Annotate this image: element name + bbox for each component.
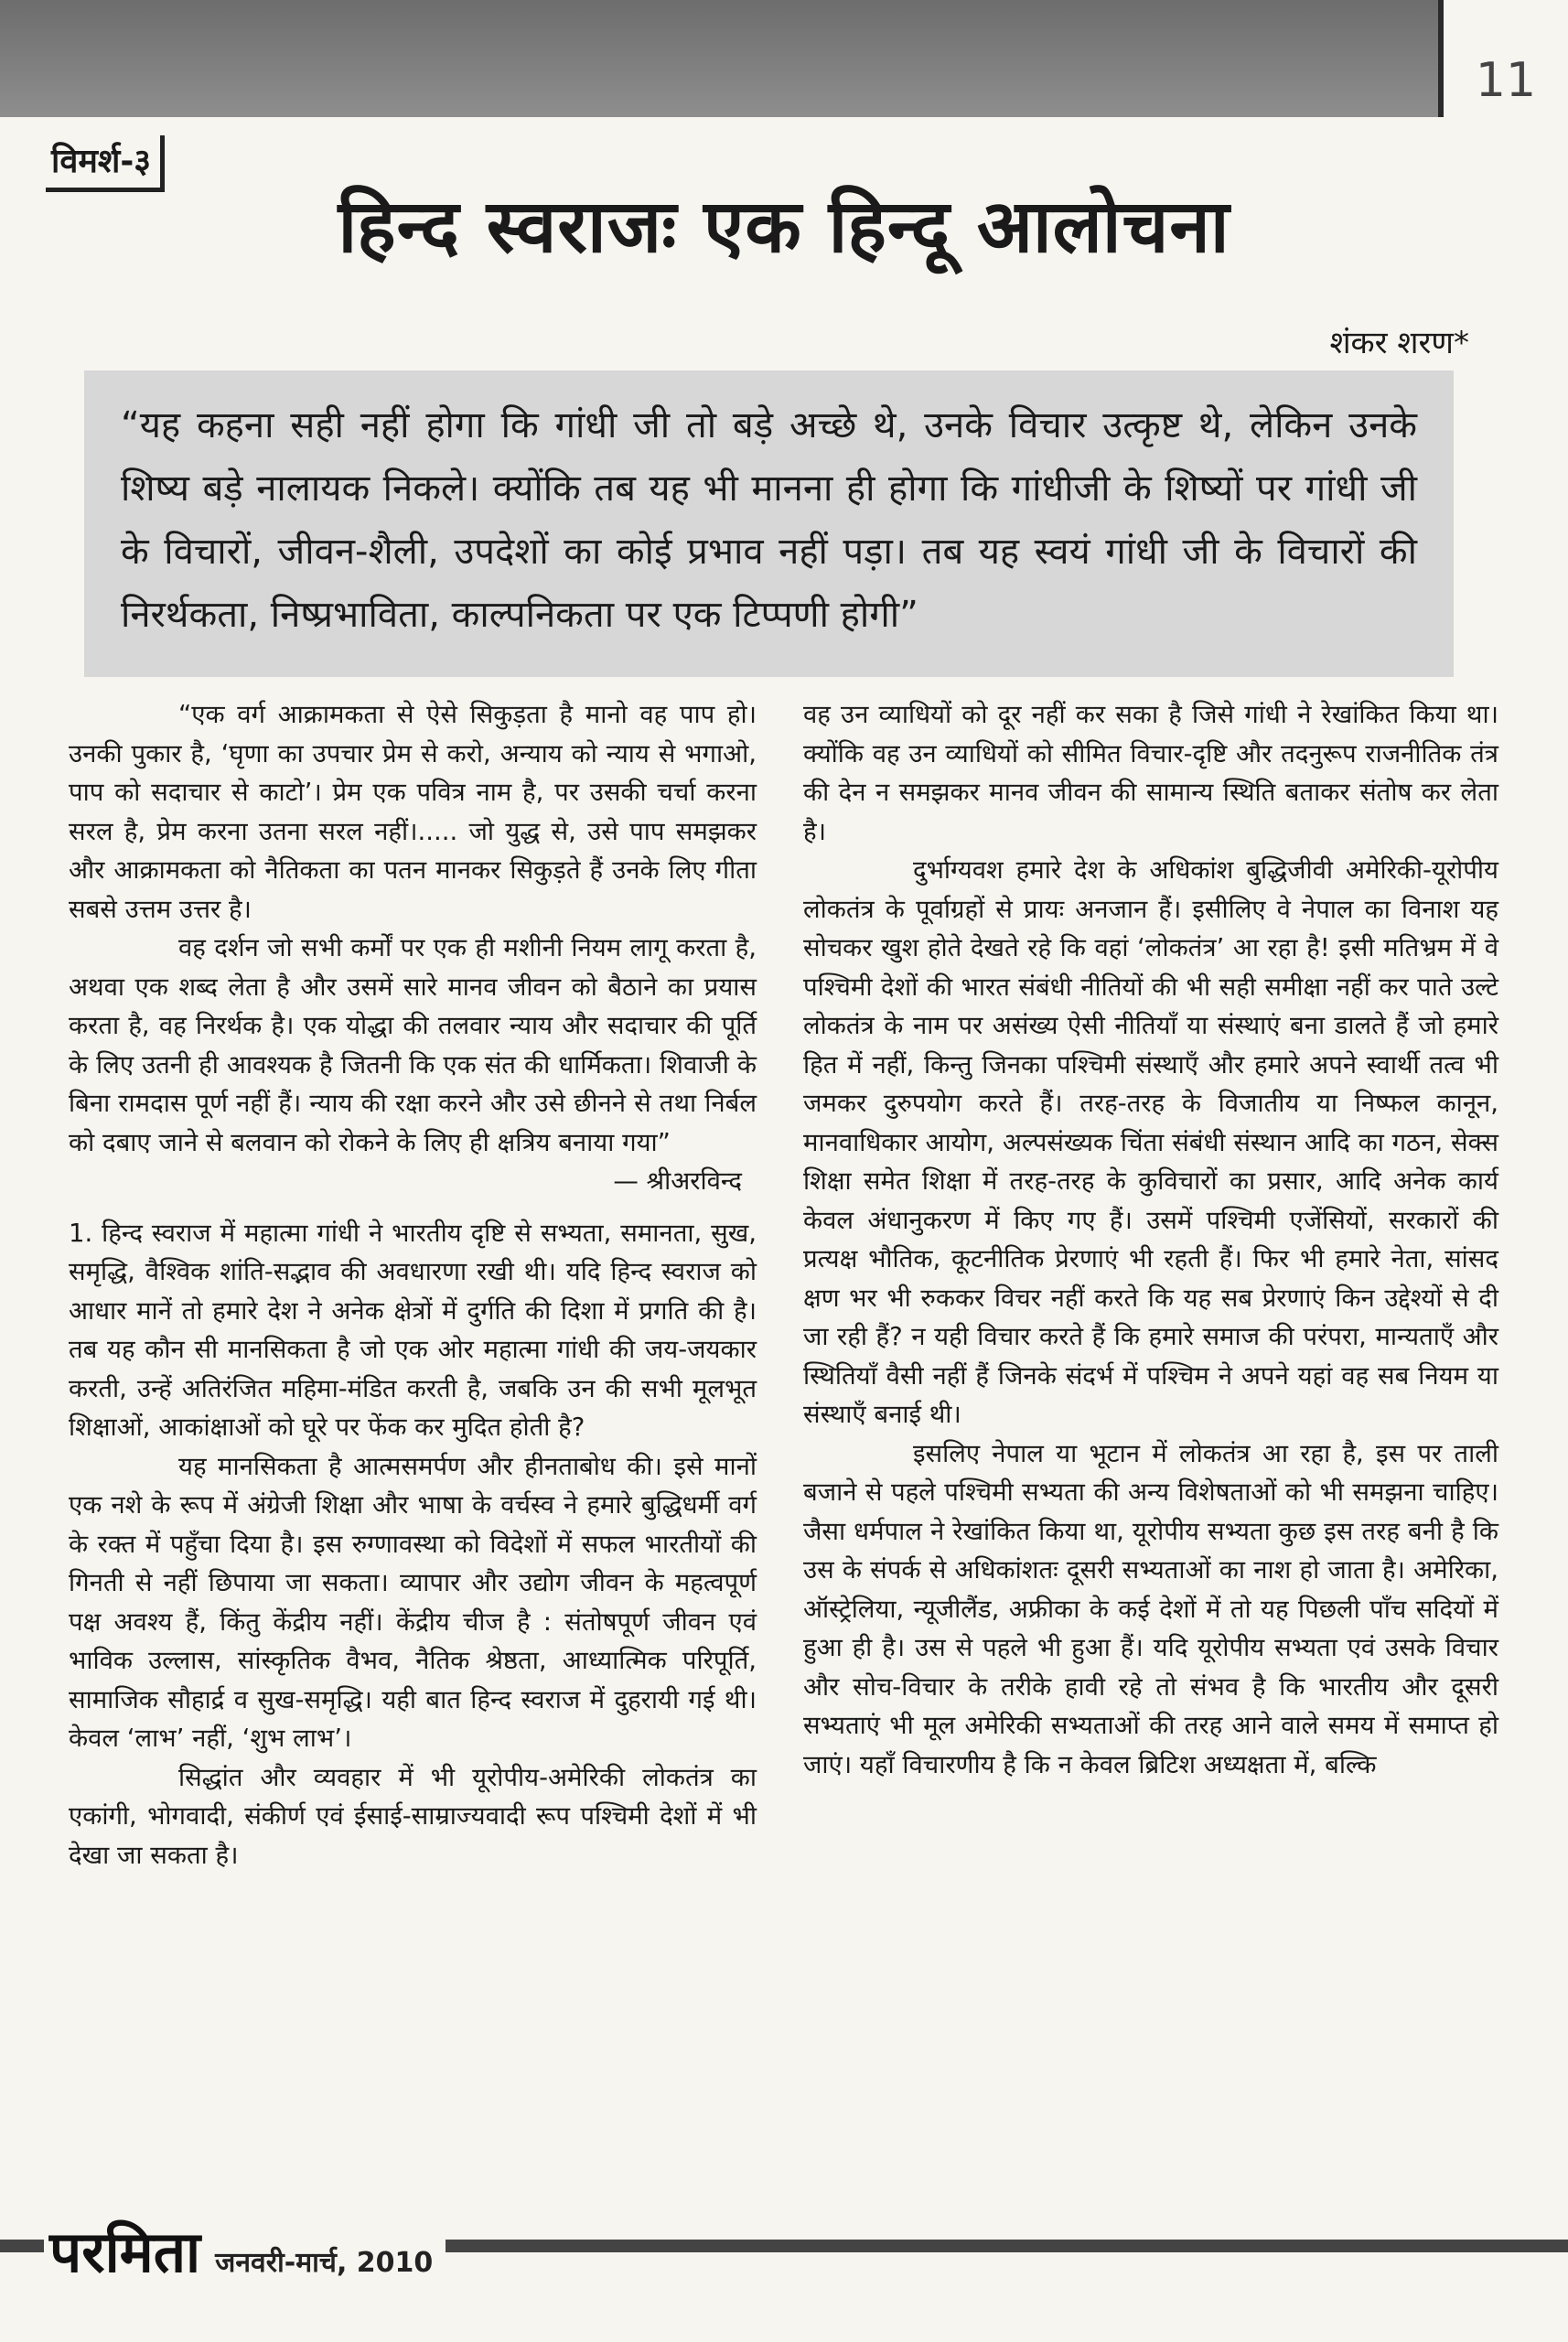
footer — [44, 2212, 446, 2289]
header-band — [0, 0, 1568, 117]
paragraph: यह मानसिकता है आत्मसमर्पण और हीनताबोध की। इसे मानों एक नशे के रूप में अंग्रेजी शिक्षा और भाषा के वर्चस्व ने हमारे बुद्धिधर्मी वर्ग के रक्त में पहुँचा दिया है। इस रुग्णावस्था को विदेशों में सफल भारतीयों की गिनती से नहीं छिपाया जा सकता। व्यापार और उद्योग जीवन के महत्वपूर्ण पक्ष अवश्य हैं, किंतु केंद्रीय नहीं। केंद्रीय चीज है : संतोषपूर्ण जीवन एवं भाविक उल्लास, सांस्कृतिक वैभव, नैतिक श्रेष्ठता, आध्यात्मिक परिपूर्ति, सामाजिक सौहार्द्र व सुख-समृद्धि। यही बात हिन्द स्वराज में दुहरायी गई थी। केवल ‘लाभ’ नहीं, ‘शुभ लाभ’। — [69, 1451, 757, 1753]
magazine-logo: परमिता — [49, 2218, 201, 2285]
left-column — [69, 695, 757, 1875]
right-column — [803, 695, 1498, 1784]
paragraph-gap — [69, 1201, 757, 1214]
paragraph: 1. हिन्द स्वराज में महात्मा गांधी ने भारतीय दृष्टि से सभ्यता, समानता, सुख, समृद्धि, वैश्विक शांति-सद्भाव की अवधारणा रखी थी। यदि हिन्द स्वराज को आधार मानें तो हमारे देश ने अनेक क्षेत्रों में दुर्गति की दिशा में प्रगति की है। तब यह कौन सी मानसिकता है जो एक ओर महात्मा गांधी की जय-जयकार करती, उन्हें अतिरंजित महिमा-मंडित करती है, जबकि उन की सभी मूलभूत शिक्षाओं, आकांक्षाओं को घूरे पर फेंक कर मुदित होती है? — [69, 1218, 757, 1442]
paragraph: वह दर्शन जो सभी कर्मों पर एक ही मशीनी नियम लागू करता है, अथवा एक शब्द लेता है और उसमें सारे मानव जीवन को बैठाने का प्रयास करता है, वह निरर्थक है। एक योद्धा की तलवार न्याय और सदाचार की पूर्ति के लिए उतनी ही आवश्यक है जितनी कि एक संत की धार्मिकता। शिवाजी के बिना रामदास पूर्ण नहीं हैं। न्याय की रक्षा करने और उसे छीनने से तथा निर्बल को दबाए जाने से बलवान को रोकने के लिए ही क्षत्रिय बनाया गया” — [69, 933, 757, 1157]
page-number-box — [1438, 0, 1568, 117]
page-number: 11 — [1475, 53, 1537, 108]
paragraph: “एक वर्ग आक्रामकता से ऐसे सिकुड़ता है मानो वह पाप हो। उनकी पुकार है, ‘घृणा का उपचार प्रेम से करो, अन्याय को न्याय से भगाओ, पाप को सदाचार से काटो’। प्रेम एक पवित्र नाम है, पर उसकी चर्चा करना सरल है, प्रेम करना उतना सरल नहीं।..... जो युद्ध से, उसे पाप समझकर और आक्रामकता को नैतिकता का पतन मानकर सिकुड़ते हैं उनके लिए गीता सबसे उत्तम उत्तर है। — [69, 700, 757, 924]
paragraph: वह उन व्याधियों को दूर नहीं कर सका है जिसे गांधी ने रेखांकित किया था। क्योंकि वह उन व्याधियों को सीमित विचार-दृष्टि और तदनुरूप राजनीतिक तंत्र की देन न समझकर मानव जीवन की सामान्य स्थिति बताकर संतोष कर लेता है। — [803, 700, 1498, 846]
paragraph: सिद्धांत और व्यवहार में भी यूरोपीय-अमेरिकी लोकतंत्र का एकांगी, भोगवादी, संकीर्ण एवं ईसाई-साम्राज्यवादी रूप पश्चिमी देशों में भी देखा जा सकता है। — [69, 1762, 757, 1870]
pull-quote: “यह कहना सही नहीं होगा कि गांधी जी तो बड़े अच्छे थे, उनके विचार उत्कृष्ट थे, लेकिन उनके शिष्य बड़े नालायक निकले। क्योंकि तब यह भी मानना ही होगा कि गांधीजी के शिष्यों पर गांधी जी के विचारों, जीवन-शैली, उपदेशों का कोई प्रभाव नहीं पड़ा। तब यह स्वयं गांधी जी के विचारों की निरर्थकता, निष्प्रभाविता, काल्पनिकता पर एक टिप्पणी होगी” — [84, 371, 1454, 677]
paragraph: दुर्भाग्यवश हमारे देश के अधिकांश बुद्धिजीवी अमेरिकी-यूरोपीय लोकतंत्र के पूर्वाग्रहों से प्रायः अनजान हैं। इसीलिए वे नेपाल का विनाश यह सोचकर खुश होते देखते रहे कि वहां ‘लोकतंत्र’ आ रहा है! इसी मतिभ्रम में वे पश्चिमी देशों की भारत संबंधी नीतियों की भी सही समीक्षा नहीं कर पाते उल्टे लोकतंत्र के नाम पर असंख्य ऐसी नीतियाँ या संस्थाएं बना डालते हैं जो हमारे हित में नहीं, किन्तु जिनका पश्चिमी संस्थाएँ और हमारे अपने स्वार्थी तत्व भी जमकर दुरुपयोग करते हैं। तरह-तरह के विजातीय या निष्फल कानून, मानवाधिकार आयोग, अल्पसंख्यक चिंता संबंधी संस्थान आदि का गठन, सेक्स शिक्षा समेत शिक्षा में तरह-तरह के कुविचारों का प्रसार, आदि अनेक कार्य केवल अंधानुकरण में किए गए हैं। उसमें पश्चिमी एजेंसियों, सरकारों की प्रत्यक्ष भौतिक, कूटनीतिक प्रेरणाएं भी रहती हैं। फिर भी हमारे नेता, सांसद क्षण भर भी रुककर विचर नहीं करते कि यह सब प्रेरणाएं किन उद्देश्यों से दी जा रही हैं? न यही विचार करते हैं कि हमारे समाज की परंपरा, मान्यताएँ और स्थितियाँ वैसी नहीं हैं जिनके संदर्भ में पश्चिम ने अपने यहां वह सब नियम या संस्थाएँ बनाई थी। — [803, 855, 1498, 1429]
quote-attribution: — श्रीअरविन्द — [613, 1166, 742, 1196]
issue-date: जनवरी-मार्च, 2010 — [215, 2247, 434, 2279]
article-title: हिन्द स्वराजः एक हिन्दू आलोचना — [338, 184, 1230, 269]
section-tag: विमर्श-३ — [46, 135, 165, 192]
article-author: शंकर शरण* — [1329, 325, 1469, 361]
paragraph: इसलिए नेपाल या भूटान में लोकतंत्र आ रहा है, इस पर ताली बजाने से पहले पश्चिमी सभ्यता की अन्य विशेषताओं को भी समझना चाहिए। जैसा धर्मपाल ने रेखांकित किया था, यूरोपीय सभ्यता कुछ इस तरह बनी है कि उस के संपर्क से अधिकांशतः दूसरी सभ्यताओं का नाश हो जाता है। अमेरिका, ऑस्ट्रेलिया, न्यूजीलैंड, अफ्रीका के कई देशों में तो यह पिछली पाँच सदियों में हुआ ही है। उस से पहले भी हुआ हैं। यदि यूरोपीय सभ्यता एवं उसके विचार और सोच-विचार के तरीके हावी रहे तो संभव है कि भारतीय और दूसरी सभ्यताएं भी मूल अमेरिकी सभ्यताओं की तरह आने वाले समय में समाप्त हो जाएं। यहाँ विचारणीय है कि न केवल ब्रिटिश अध्यक्षता में, बल्कि — [803, 1438, 1498, 1779]
